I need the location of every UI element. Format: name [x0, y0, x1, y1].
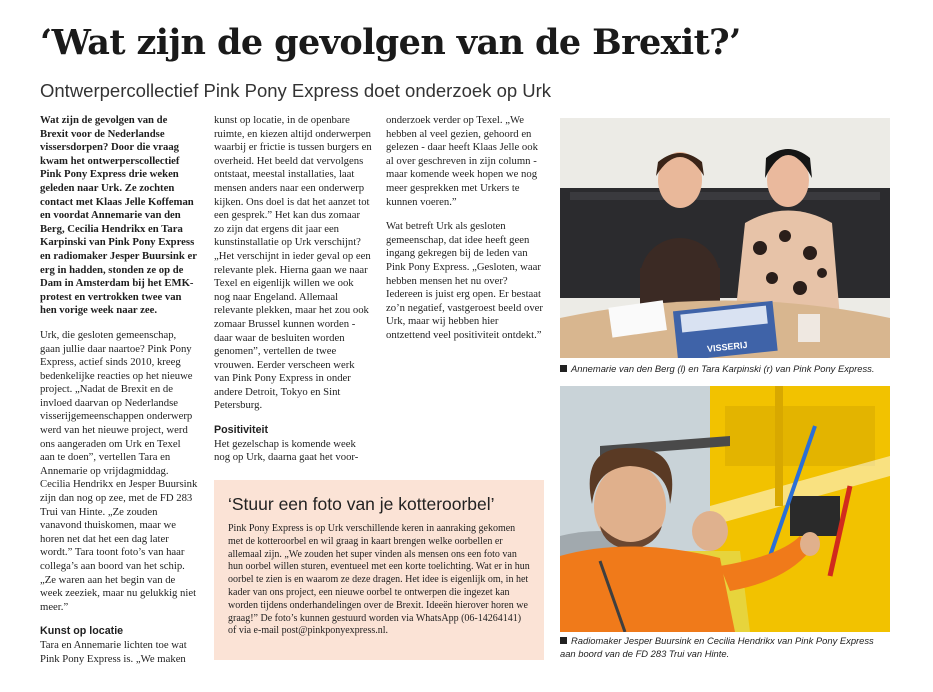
article-headline: ‘Wat zijn de gevolgen van de Brexit?’	[40, 22, 741, 63]
text-column-1	[40, 114, 198, 677]
body-paragraph: kunst op locatie, in de openbare ruimte, en kiezen altijd onderwerpen waarbij er frictie is tussen burgers en overheid. Het beeld dat vervolgens ontstaat, meestal installaties, laat mensen anders naar een onderwerp kijken. Ons doel is dat het aanzet tot een gesprek.” Het kan dus zomaar zo zijn dat ergens dit jaar een kunstinstallatie op Urk verschijnt? „Het verschijnt in ieder geval op een relevante plek. Hierna gaan we naar Texel en eigenlijk willen we ook nog naar Engeland. Allemaal relevante plekken, maar het zou ook zomaar Brussel kunnen worden - daar waar de besluiten worden genomen”, vertellen de twee vrouwen. Eerder verscheen werk van Pink Pony Express in onder andere Detroit, Tokyo en Sint Petersburg.	[214, 114, 372, 412]
body-paragraph: Tara en Annemarie lichten toe wat Pink Pony Express is. „We maken	[40, 638, 187, 665]
caption-square-icon	[560, 637, 567, 644]
section-heading-positiviteit: Positiviteit	[214, 424, 269, 437]
callout-text: Pink Pony Express is op Urk verschillende keren in aanraking gekomen met de kotteroorbel en wil graag in kaart brengen welke oorbellen er allemaal zijn. „We zouden het super vinden als mensen ons een foto van hun oorbel willen sturen, eventueel met een korte toelichting. Wat er in hun oorbel te zien is en waarom ze deze dragen. Het idee is eigenlijk om, in het kader van ons project, een nieuwe oorbel te ontwerpen die ingezet kan worden tijdens onderhandelingen over de Brexit. Ideeën hierover horen we graag!” De foto’s kunnen gestuurd worden via WhatsApp (06-14264141) of via e-mail post@pinkponyexpress.nl.	[228, 523, 530, 637]
body-paragraph: Wat betreft Urk als gesloten gemeenschap, dat idee heeft geen ingang gekregen bij de leden van Pink Pony Express. „Gesloten, waar hebben mensen het nu over? Iedereen is juist erg open. Er bestaat zo’n negatief, vastgeroest beeld over Urk, maar wij hebben hier ontzettend veel positiviteit ontdekt.”	[386, 220, 543, 341]
photo-two-women	[560, 118, 890, 358]
article-subhead: Ontwerpercollectief Pink Pony Express doet onderzoek op Urk	[40, 80, 552, 101]
photo-caption-2	[560, 634, 890, 660]
lead-paragraph: Wat zijn de gevolgen van de Brexit voor de Nederlandse vissersdorpen? Door die vraag kwam het ontwerperscollectief Pink Pony Express drie weken geleden naar Urk. Ze zochten contact met Klaas Jelle Koffeman en voordat Annemarie van den Berg, Cecilia Hendrikx en Tara Karpinski van Pink Pony Express en radiomaker Jesper Buursink er erg in hadden, stonden ze op de Dam in Amsterdam bij het EMK-protest en vertrokken twee van hen vorige week naar zee.	[40, 114, 197, 317]
body-paragraph: Urk, die gesloten gemeenschap, gaan jullie daar naartoe? Pink Pony Express, actief sinds 2010, kreeg bedenkelijke reacties op het nieuwe project. „Nadat de Brexit en de invloed daarvan op Nederlandse visserijgemeenschappen onderwerp werd van het nieuwe project, werd ons aangeraden om Urk en Texel aan te doen”, vertellen Tara en Annemarie op vrijdagmiddag. Cecilia Hendrikx en Jesper Buursink zijn dan nog op zee, met de FD 283 Trui van Hinte. „Ze zouden vanavond thuiskomen, maar we horen net dat het een dag later wordt.” Tara toont foto’s van haar collega’s aan boord van het schip. „Ze waren aan het begin van de week zeeziek, maar nu gelukkig niet meer.”	[40, 328, 198, 613]
body-paragraph: Het gezelschap is komende week nog op Urk, daarna gaat het voor-	[214, 437, 359, 464]
callout-title: ‘Stuur een foto van je kotteroorbel’	[228, 494, 495, 514]
text-column-2	[214, 114, 372, 476]
caption-text: Annemarie van den Berg (l) en Tara Karpinski (r) van Pink Pony Express.	[571, 363, 875, 374]
section-heading-kunst: Kunst op locatie	[40, 625, 124, 638]
callout-box	[214, 480, 544, 660]
body-paragraph: onderzoek verder op Texel. „We hebben al veel gezien, gehoord en gelezen - daar heeft Klaas Jelle ook al over geschreven in zijn column - maar komende week hopen we nog meer gesprekken met Urkers te kunnen voeren.”	[386, 114, 538, 208]
newspaper-masthead: VISSERIJ	[706, 339, 748, 354]
photo-on-boat	[560, 386, 890, 632]
text-column-3	[386, 114, 544, 354]
caption-text: Radiomaker Jesper Buursink en Cecilia Hendrikx van Pink Pony Express aan boord van de FD 283 Trui van Hinte.	[560, 635, 874, 659]
photo-caption-1	[560, 362, 890, 375]
photo-on-boat-illustration	[560, 386, 890, 632]
photo-two-women-illustration	[560, 118, 890, 358]
caption-square-icon	[560, 365, 567, 372]
